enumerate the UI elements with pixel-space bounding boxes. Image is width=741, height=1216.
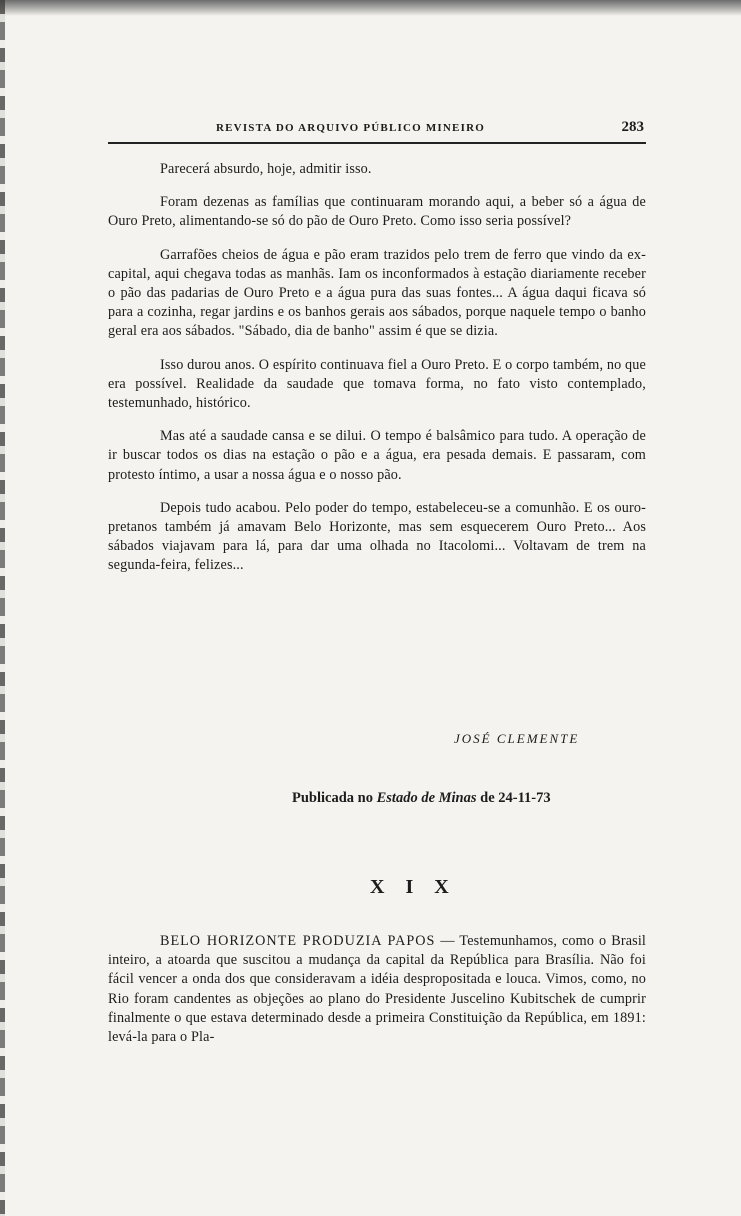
publication-source xyxy=(292,790,551,807)
paragraph: Foram dezenas as famílias que continuaram morando aqui, a beber só a água de Ouro Preto, alimentando-se só do pão de Ouro Preto. Como isso seria possível? xyxy=(108,194,646,230)
paragraph: Mas até a saudade cansa e se dilui. O tempo é balsâmico para tudo. A operação de ir buscar todos os dias na estação o pão e a água, era pesada demais. E passaram, com protesto íntimo, a usar a nossa água e o nosso pão. xyxy=(108,428,646,483)
source-middle: de xyxy=(480,790,495,806)
running-title: REVISTA DO ARQUIVO PÚBLICO MINEIRO xyxy=(216,122,485,134)
section-headline: BELO HORIZONTE PRODUZIA PAPOS xyxy=(160,933,436,949)
next-section xyxy=(108,932,646,1061)
author-signature: JOSÉ CLEMENTE xyxy=(454,731,580,746)
next-section-paragraph xyxy=(108,932,646,1047)
source-prefix: Publicada no xyxy=(292,790,373,806)
newspaper-name: Estado de Minas xyxy=(376,790,477,806)
scan-left-edge xyxy=(0,0,5,1216)
paragraph: Depois tudo acabou. Pelo poder do tempo, estabeleceu-se a comunhão. E os ouro-pretanos também já amavam Belo Horizonte, mas sem esquecerem Ouro Preto... Aos sábados viajavam para lá, para dar uma olhada no Itacolomi... Voltavam de trem na segunda-feira, felizes... xyxy=(108,499,646,574)
section-text: — Testemunhamos, como o Brasil inteiro, a atoarda que suscitou a mudança da capital da República para Brasília. Não foi fácil vencer a onda dos que consideravam a idéia despropositada e louca. Vimos, como, no Rio foram candentes as objeções ao plano do Presidente Juscelino Kubitschek de cumprir finalmente o que estava determinado desde a primeira Constituição da República, em 1891: levá-la para o Pla- xyxy=(108,933,646,1046)
paragraph: Garrafões cheios de água e pão eram trazidos pelo trem de ferro que vindo da ex-capital, aqui chegava todas as manhãs. Iam os inconformados à estação diariamente receber o pão das padarias de Ouro Preto e a água pura das suas fontes... A água daqui ficava só para a cozinha, regar jardins e os banhos gerais aos sábados, porque naquele tempo o banho geral era aos sábados. "Sábado, dia de banho" assim é que se dizia. xyxy=(108,246,646,340)
paragraph: Parecerá absurdo, hoje, admitir isso. xyxy=(160,161,372,177)
paragraph: Isso durou anos. O espírito continuava fiel a Ouro Preto. E o corpo também, no que era possível. Realidade da saudade que tomava forma, no fato visto contemplado, testemunhado, histórico. xyxy=(108,356,646,412)
scan-top-edge xyxy=(0,0,741,16)
article-body xyxy=(108,160,646,590)
publication-date: 24-11-73 xyxy=(498,790,551,806)
chapter-numeral: X I X xyxy=(370,876,457,898)
page-number: 283 xyxy=(621,119,644,135)
running-header xyxy=(108,120,646,144)
